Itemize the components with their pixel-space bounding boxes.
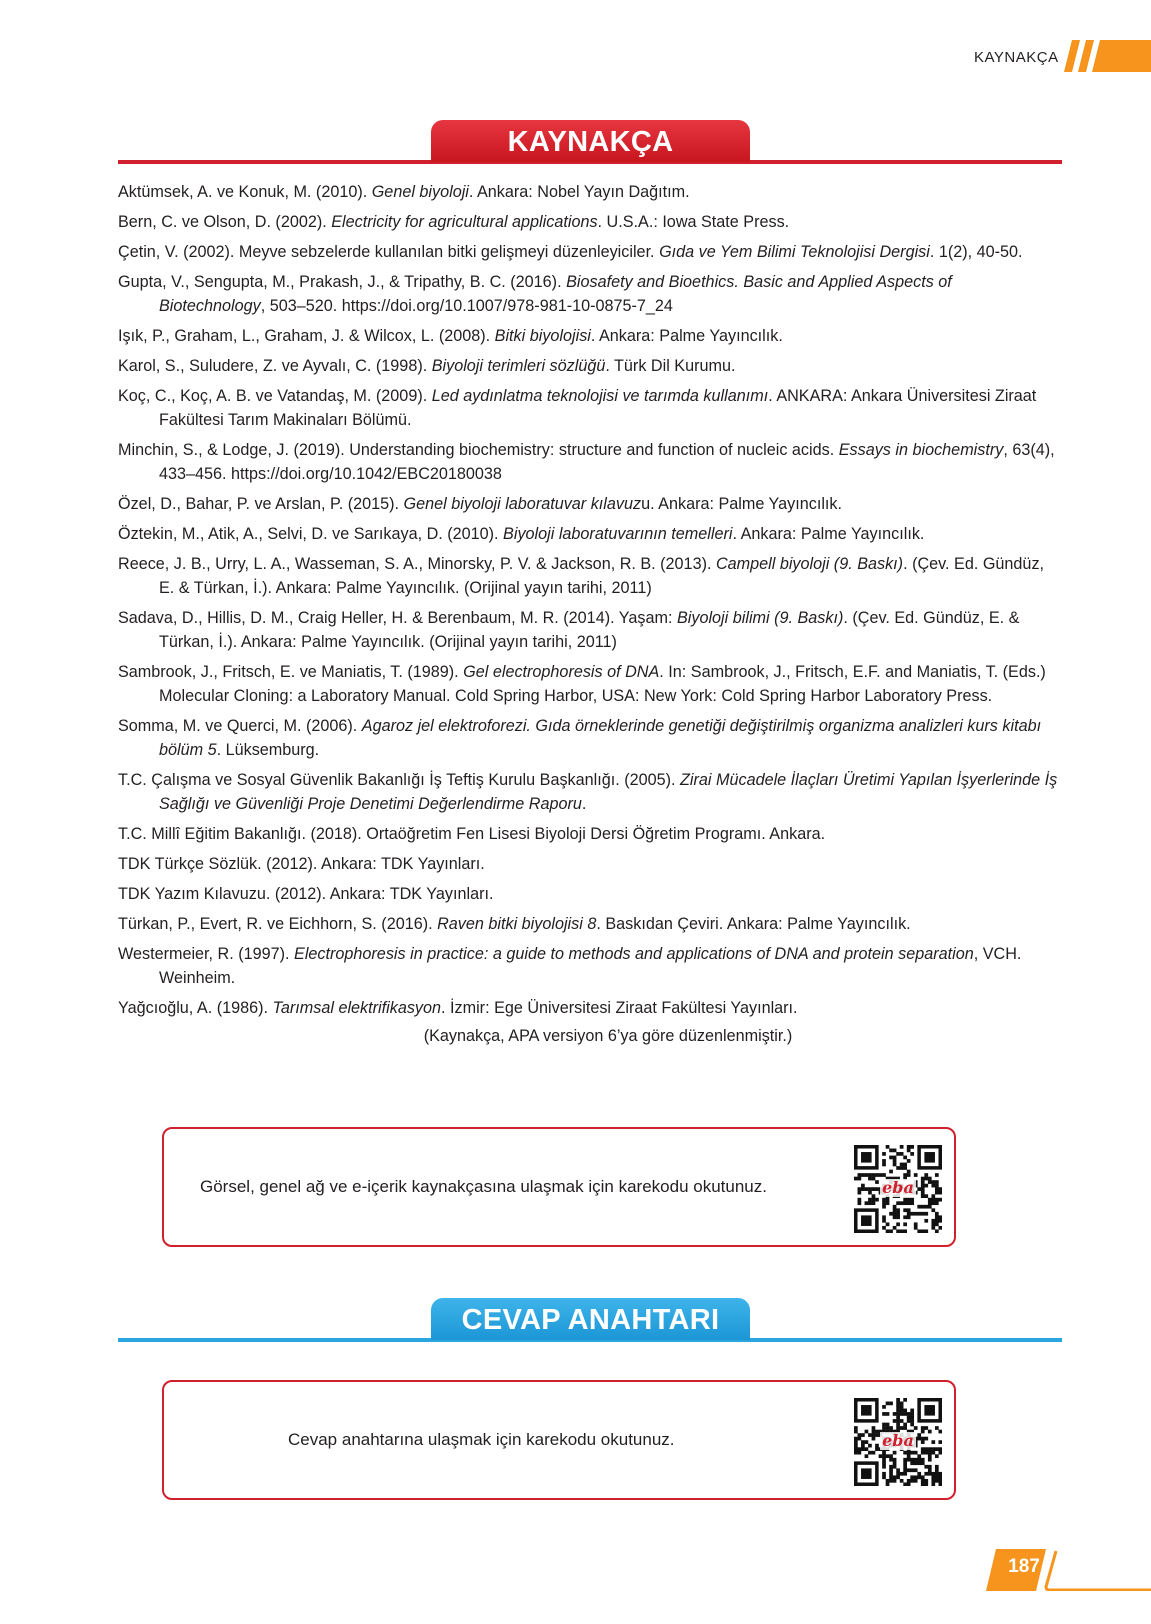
page-number: 187 <box>1008 1556 1040 1577</box>
reference-entry <box>118 384 1058 432</box>
reference-text: . U.S.A.: Iowa State Press. <box>597 213 790 231</box>
reference-text: Özel, D., Bahar, P. ve Arslan, P. (2015). <box>118 495 404 513</box>
references-banner <box>118 120 1062 164</box>
reference-text: Westermeier, R. (1997). <box>118 945 295 963</box>
references-title: KAYNAKÇA <box>431 120 750 162</box>
reference-entry <box>118 270 1058 318</box>
reference-text: , VCH. Weinheim. <box>159 945 1022 987</box>
reference-title: Gıda ve Yem Bilimi Teknolojisi Dergisi <box>659 243 930 261</box>
reference-entry <box>118 942 1058 990</box>
reference-text: . ANKARA: Ankara Üniversitesi Ziraat Fakültesi Tarım Makinaları Bölümü. <box>159 387 1037 429</box>
reference-text: Türkan, P., Evert, R. ve Eichhorn, S. (2016). <box>118 915 438 933</box>
reference-text: Çetin, V. (2002). Meyve sebzelerde kullanılan bitki gelişmeyi düzenleyiciler. <box>118 243 660 261</box>
reference-text: T.C. Millî Eğitim Bakanlığı. (2018). Ortaöğretim Fen Lisesi Biyoloji Dersi Öğretim Programı. Ankara. <box>118 825 826 843</box>
reference-title: Biosafety and Bioethics. Basic and Applied Aspects of Biotechnology <box>159 273 952 315</box>
reference-text: . Türk Dil Kurumu. <box>605 357 736 375</box>
qr-code-icon[interactable] <box>854 1398 942 1486</box>
reference-entry <box>118 210 1058 234</box>
reference-title: Genel biyoloji laboratuvar kılavuz <box>403 495 642 513</box>
eba-logo: eba <box>882 1431 914 1450</box>
header-section-label: KAYNAKÇA <box>974 49 1059 66</box>
references-list <box>118 180 1058 1048</box>
reference-text: , 503–520. https://doi.org/10.1007/978-981-10-0875-7_24 <box>260 297 673 315</box>
reference-entry <box>118 522 1058 546</box>
references-qr-text: Görsel, genel ağ ve e-içerik kaynakçasına ulaşmak için karekodu okutunuz. <box>200 1177 767 1196</box>
reference-text: . Lüksemburg. <box>216 741 320 759</box>
reference-title: Gel electrophoresis of DNA <box>463 663 660 681</box>
reference-text: Minchin, S., & Lodge, J. (2019). Understanding biochemistry: structure and function of nucleic acids. <box>118 441 839 459</box>
reference-text: Aktümsek, A. ve Konuk, M. (2010). <box>118 183 372 201</box>
reference-title: Raven bitki biyolojisi 8 <box>437 915 597 933</box>
answer-key-qr-text: Cevap anahtarına ulaşmak için karekodu okutunuz. <box>288 1430 675 1449</box>
reference-text: Somma, M. ve Querci, M. (2006). <box>118 717 362 735</box>
reference-entry <box>118 240 1058 264</box>
reference-entry <box>118 852 1058 876</box>
reference-text: Yağcıoğlu, A. (1986). <box>118 999 273 1017</box>
reference-entry <box>118 822 1058 846</box>
reference-entry <box>118 180 1058 204</box>
reference-text: TDK Yazım Kılavuzu. (2012). Ankara: TDK Yayınları. <box>118 885 494 903</box>
reference-text: . İzmir: Ege Üniversitesi Ziraat Fakültesi Yayınları. <box>441 999 798 1017</box>
reference-text: Sambrook, J., Fritsch, E. ve Maniatis, T. (1989). <box>118 663 464 681</box>
reference-entry <box>118 606 1058 654</box>
reference-title: Biyoloji terimleri sözlüğü <box>431 357 606 375</box>
eba-logo: eba <box>882 1178 914 1197</box>
reference-text: Karol, S., Suludere, Z. ve Ayvalı, C. (1998). <box>118 357 432 375</box>
reference-text: Reece, J. B., Urry, L. A., Wasseman, S. A., Minorsky, P. V. & Jackson, R. B. (2013). <box>118 555 716 573</box>
reference-text: , 63(4), 433–456. https://doi.org/10.1042/EBC20180038 <box>159 441 1055 483</box>
reference-text: . 1(2), 40-50. <box>929 243 1023 261</box>
reference-text: . Ankara: Palme Yayıncılık. <box>732 525 925 543</box>
header-stripes-icon <box>1064 40 1151 72</box>
reference-title: Led aydınlatma teknolojisi ve tarımda kullanımı <box>431 387 769 405</box>
reference-entry <box>118 552 1058 600</box>
reference-entry <box>118 438 1058 486</box>
reference-text: Işık, P., Graham, L., Graham, J. & Wilcox, L. (2008). <box>118 327 495 345</box>
reference-title: Electrophoresis in practice: a guide to methods and applications of DNA and protein separation <box>294 945 974 963</box>
reference-text: . <box>581 795 587 813</box>
reference-entry <box>118 354 1058 378</box>
reference-entry <box>118 492 1058 516</box>
reference-entry <box>118 324 1058 348</box>
reference-text: T.C. Çalışma ve Sosyal Güvenlik Bakanlığı İş Teftiş Kurulu Başkanlığı. (2005). <box>118 771 681 789</box>
reference-title: Essays in biochemistry <box>838 441 1004 459</box>
reference-text: Bern, C. ve Olson, D. (2002). <box>118 213 332 231</box>
reference-entry <box>118 882 1058 906</box>
reference-title: Biyoloji bilimi (9. Baskı) <box>676 609 844 627</box>
answer-key-qr-box <box>162 1380 956 1500</box>
reference-entry <box>118 660 1058 708</box>
reference-entry <box>118 768 1058 816</box>
reference-entry <box>118 996 1058 1020</box>
reference-text: Koç, C., Koç, A. B. ve Vatandaş, M. (2009). <box>118 387 432 405</box>
reference-text: . Baskıdan Çeviri. Ankara: Palme Yayıncılık. <box>596 915 911 933</box>
reference-title: Zirai Mücadele İlaçları Üretimi Yapılan İşyerlerinde İş Sağlığı ve Güvenliği Proje Denetimi Değerlendirme Raporu <box>159 771 1058 813</box>
answer-key-banner <box>118 1298 1062 1342</box>
references-qr-box <box>162 1127 956 1247</box>
reference-title: Bitki biyolojisi <box>494 327 591 345</box>
answer-key-title: CEVAP ANAHTARI <box>431 1298 750 1340</box>
reference-text: . Ankara: Nobel Yayın Dağıtım. <box>468 183 690 201</box>
reference-text: . Ankara: Palme Yayıncılık. <box>590 327 783 345</box>
reference-entry <box>118 912 1058 936</box>
references-note: (Kaynakça, APA versiyon 6’ya göre düzenlenmiştir.) <box>423 1027 793 1045</box>
reference-text: Öztekin, M., Atik, A., Selvi, D. ve Sarıkaya, D. (2010). <box>118 525 504 543</box>
reference-text: u. Ankara: Palme Yayıncılık. <box>641 495 843 513</box>
qr-code-icon[interactable] <box>854 1145 942 1233</box>
reference-text: . (Çev. Ed. Gündüz, E. & Türkan, İ.). Ankara: Palme Yayıncılık. (Orijinal yayın tarihi, 2011) <box>159 555 1045 597</box>
reference-entry <box>118 714 1058 762</box>
reference-title: Campell biyoloji (9. Baskı) <box>715 555 904 573</box>
reference-text: . In: Sambrook, J., Fritsch, E.F. and Maniatis, T. (Eds.) Molecular Cloning: a Laboratory Manual. Cold Spring Harbor, USA: New York: Cold Spring Harbor Laboratory Press. <box>159 663 1046 705</box>
reference-text: Sadava, D., Hillis, D. M., Craig Heller, H. & Berenbaum, M. R. (2014). Yaşam: <box>118 609 677 627</box>
reference-text: . (Çev. Ed. Gündüz, E. & Türkan, İ.). Ankara: Palme Yayıncılık. (Orijinal yayın tarihi, 2011) <box>159 609 1020 651</box>
reference-text: Gupta, V., Sengupta, M., Prakash, J., & Tripathy, B. C. (2016). <box>118 273 567 291</box>
reference-title: Tarımsal elektrifikasyon <box>272 999 442 1017</box>
reference-title: Biyoloji laboratuvarının temelleri <box>503 525 733 543</box>
reference-title: Electricity for agricultural applications <box>331 213 598 231</box>
reference-title: Agaroz jel elektroforezi. Gıda örneklerinde genetiği değiştirilmiş organizma analizleri kurs kitabı bölüm 5 <box>159 717 1042 759</box>
reference-title: Genel biyoloji <box>371 183 469 201</box>
reference-text: TDK Türkçe Sözlük. (2012). Ankara: TDK Yayınları. <box>118 855 485 873</box>
